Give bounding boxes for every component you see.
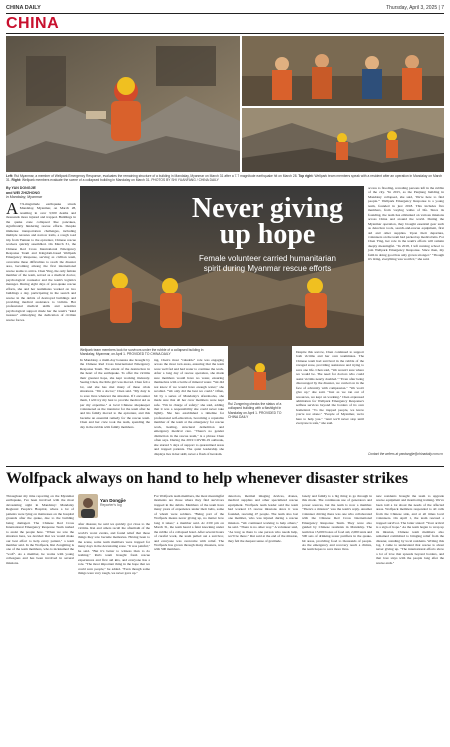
main-story-col2: In Mandalay, a multi-day bonanza she brought by the Chinese Red Cross International Emergency Response Team. The extent of the destruction in the heart of the earthquake. To offer the victims their greatest hope, she kept working tirelessly. Seeing Chen, the little girl was moved. Chen felt a lot, and she has met many of these crisis situations. "I'm a doctor," Chen said. "My duty is to save lives whatever the situation. If I encounter them, I will try my best to provide medical aid as per my expertise." A local Chinese shopkeeper volunteered as the translator for the team after he and his family moved to the epicenter, and this became an essential remedy for the rescue team. Chen and her crew took the team, spending the day in the rubble with family members. bbox=[80, 358, 150, 429]
photo-rescuer-evaluating bbox=[6, 36, 240, 172]
main-story-col4: Despite this sorrow, Chen continued to support both victims and her own teammates. The Chinese team had survived in the rubble of the ravaged zone, providing assistance and trying to save one life. Chen said, "We weren't sure where we would be. The need for doctors who could assist victims nearly doubled." "Even after being discouraged by the disaster, we carried on in the face of adversity with compassion." "We won't give up," she said. "Just as we ran out of resources, we kept on working." Chen expressed admiration for Wellpark Emergency Response's selfless services beyond the borders of its own homeland. "To the trapped people, we know you're not alone." "People of Myanmar, we're here to help you." "And we'll never stop until everyone is safe," she said. bbox=[296, 350, 364, 426]
main-story-col1: A 7.9-magnitude earthquake struck Mandalay, Myanmar, on March 28, resulting in over 3,500 deaths and thousands more injured and trapped. Buildings in the quake zone collapsed like pancakes, significantly hindering rescue efforts. Despite immense transportation challenges, including multiple reroutes and narrow trails, a rough road trip from Yunnan to the epicenter, Chinese rescue workers quickly assembled. On March 31, the Chinese Red Cross International Emergency Response Team and Kingdom-based Wellpark Emergency Response, serving as civilian team, overcame these difficulties to reach the disaster area, becoming among the first international rescue teams to arrive. Chen Ying, the only female member of the team, served as a medical doctor, psychological counselor and the team's logistics manager. During eight days of post-quake rescue efforts, she and her teammates worked on two buildings a day, participating in the search and rescue in the debris of destroyed buildings and providing medical assistance to victims. Her professional medical skills and sensitive psychological support made her the team's "kind treasure" embodying the dedication of civilian rescue forces. bbox=[6, 199, 76, 322]
section-title: CHINA bbox=[6, 15, 60, 32]
main-headline: Never giving up hope bbox=[191, 193, 344, 250]
top-photo-caption: Left: Rui Myanmar, a member of Wellpark Emergency Response, evaluates the remaining structure of a building in Mandalay, Myanmar on March 31 after a 7.7 magnitude earthquake hit on March 28. Top right: Wellpark team members speak with a resident after an operation in Mandalay on March 31. Right: Wellpark members evaluate the scene of a collapsed building in Mandalay on March 31. PHOTOS BY SHI YUANFANG / CHINA DAILY bbox=[6, 174, 443, 183]
second-headline: Wolfpack always on hand to help whenever disaster strikes bbox=[6, 470, 409, 487]
second-story-col6: new residents brought the team to upgrade rescue equipment and monitoring training. We've been told a lot about the needs of the affected areas. Wolfpack members responded to all calls from the Chinese side, and at all times local volunteers. On April 1, the team rescued a trapped survivor. The latter stated: "Your arrival is a sign of hope." As the team began to wrap up its mission, Chinese team members also remained committed to bringing relief from the disaster, standing by local residents. Writing this log, I came to understand that rescue is about never giving up. "The international efforts show a lot of love that spreads beyond borders, and that love stays with the people long after the rescue ends." bbox=[376, 494, 444, 565]
top-rule bbox=[6, 13, 444, 14]
author-block bbox=[100, 498, 150, 507]
photo3-caption: Rui Zongming checks the status of a collapsed building with a flashlight in Mandalay on April 1. PROVIDED TO CHINA DAILY bbox=[228, 402, 282, 420]
second-story-col2: after disaster, he said we quickly got close to the victims. Rui and others recall the aftermath of the world's worst events, and found relief that those things they saw became memories. Having been to the scene, some team members were trapped for many days in the devastating zone. "It was painful," he said. "But it's better to witness than to do nothing." Rui's team brought fresh rescue experiences and first aid kits, and everyone has a role. "The most important thing in the hope that we could save people," he added. "Even though some things were very tough, we never gave up." bbox=[78, 522, 150, 575]
main-subhead: Female volunteer carried humanitarian spirit during Myanmar rescue efforts bbox=[199, 254, 336, 273]
dropcap: A bbox=[6, 199, 19, 218]
main-story-col5: access to flooding, revealing persons left in the rubble of the city. "In 2015, as the Panjiang building in Mandalay collapsed, she said, 'We're here to find people.'" Wellpark Emergency Response is a young team, founded in just 2018. This includes five members, from varying walks of life. Since its founding, the team has embarked on various missions across China and around the world. During the Myanmar operation, they brought essential gear such as detection tools, search-and-rescue equipment, first aid and other supplies. Upon their departure, volunteers on the team had packed up medical kits. For Chen Ying, her role in the team's efforts will remain deeply meaningful. "In 2018, I left nursing school to join Wellpark Emergency Response. Since then, my faith in doing good has only grown stronger." "Though it's tiring, everything was worth it," she said. bbox=[368, 186, 444, 262]
photo-collapsed-building bbox=[242, 108, 444, 172]
second-story-col1: Throughout my time reporting on the Myanmar earthquake, I've been involved with the most devastating sight in Mandalay: Mandalay Regional People's Hospital, where a lot of patients were lying on mattresses on the hospital grounds after the quake, due to the building being damaged. The Chinese Red Cross International Emergency Response Team rushed to assist the people here. "When we saw the situation here, we decided that we would make our best effort to help every patient," a team member said. In the Wolfpack, Rui Zongming is one of the team members, who is nicknamed the "wolf". As a member, he works with young colleagues and has been involved in several missions. bbox=[6, 494, 74, 565]
section-rule bbox=[6, 33, 444, 34]
author-avatar bbox=[78, 494, 98, 518]
photo-team-with-resident bbox=[242, 36, 444, 106]
second-story-col5: lonely and family is a big thing to go through in this mode. The continuous use of generators and power sources, but the team is now a member. "There's a mission" was the team's reply. Another volunteer driving there was one who collaborated with the Chinese Red Cross International Emergency Response Team. They were also guided by Chinese residents in Mandalay. The team has 15,000 boxes of food aid, 2,000 tents and 500 sets of drinking-water purifiers in the quake-hit areas, providing food to thousands of people. As the emergency and recovery reach a climax, the team hopes to save more lives. bbox=[302, 494, 372, 552]
date-page: Thursday, April 3, 2025 | 7 bbox=[386, 5, 444, 11]
main-story-col3: ing, Chen's most "valuable" role was engaging across the most torn areas, ensuring that the team were well fed and had water to continue the work. After a long day of rescue operation, she made sure members would have no water, ensuring themselves with a bottle of mineral water. "We did not know if we would have enough water," she recalled. "We only did the best we could." Often, hit by a series of Mandalay's aftershocks, she made sure that all her crew members were kept safe. "I'm in charge of safety," she said, adding that it was a responsibility she could never take lightly. She has established a timeline for professional self-education, becoming a reputable member of the team at the emergency for rescue work, healing, structural demolition and emergency medical care. "There's no gender distinction in the rescue team," is a phrase Chen often says. During the 2019 COVID-19 outbreak, she started 5 days of support to quarantined areas and trapped patients. The quiet leadership she displays lies in her skill, never a flash of heroism. bbox=[154, 358, 224, 456]
second-story-col3: For Wolfpack team members, the most meaningful moments are those where they find survivors trapped in the debris. Members of the team have many years of experience under their belts, some of whom were soldiers. "Being part of the Wolfpack means never giving up, no matter how long it takes," a member said. At 2:00 pm on March 31, the team heard a faint knocking under the rubble of a collapsed hotel. After several hours of careful work, the team pulled out a survivor, and everyone was overcome with relief. The Wolfpack has grown through many disasters, now with 500 members. bbox=[154, 494, 224, 552]
contact-line: Contact the writers at yandongjie@chinadaily.com.cn bbox=[368, 452, 443, 456]
byline: By YAN DONGJIE and WEI ZHIZHONG in Mandalay, Myanmar bbox=[6, 186, 43, 200]
second-story-col4: detectors, thermal imaging devices, drones, medical supplies and other specialized rescue equipment. Wolfpack team leader said the team had worked 15 rescue missions since it was founded, rescuing 47 people. The team also lost one member, who was injured during a rescue mission. "We continued working to help others," he said. "There is no other way." A volunteer said, "As long as there is one person who needs help, we'll be there." Rui said at the end of the mission, they felt the deepest sense of gratitude. bbox=[228, 494, 298, 543]
photo-flashlight-check bbox=[228, 346, 292, 400]
story-divider bbox=[6, 466, 444, 467]
author-role: Reporter's log bbox=[100, 503, 122, 507]
newspaper-logo: CHINA DAILY bbox=[6, 5, 41, 11]
author-name: Yan Dongjie bbox=[100, 498, 126, 503]
photo2-caption: Wellpark team members look for survivors under the rubble of a collapsed building in Mandalay, Myanmar, on April 1. PROVIDED TO CHINA DAILY bbox=[80, 348, 204, 357]
